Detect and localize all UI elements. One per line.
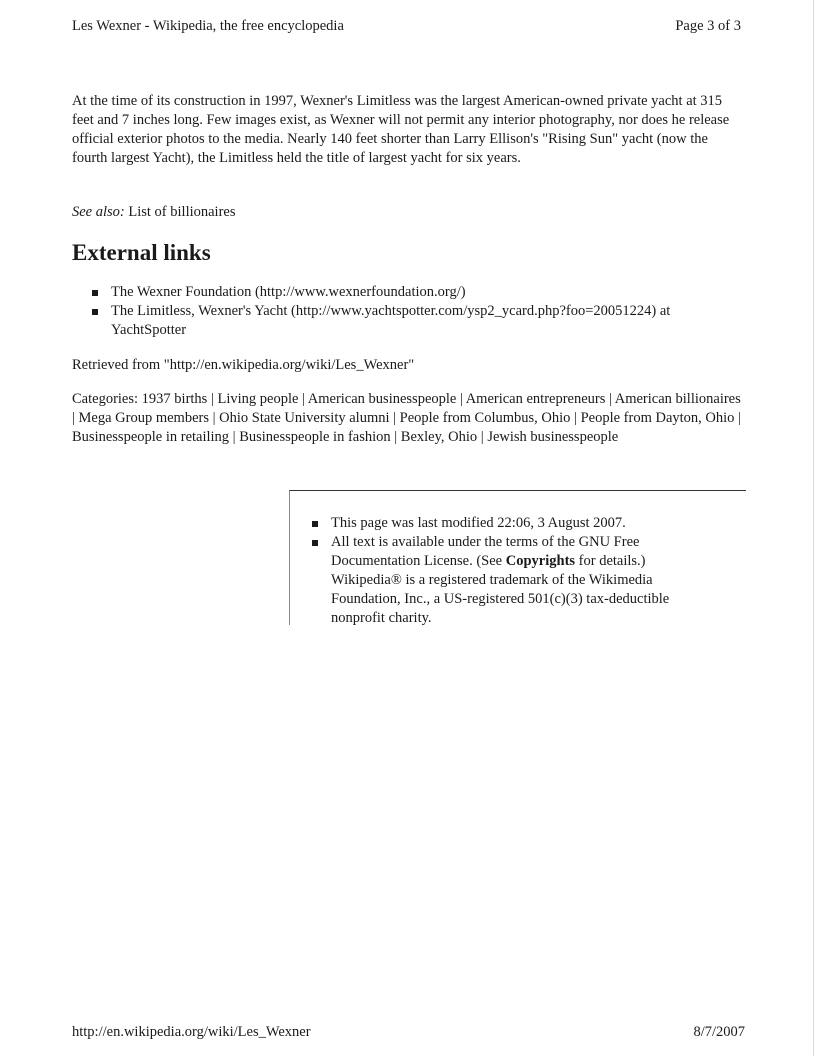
external-links-heading: External links (72, 240, 211, 265)
external-link-item[interactable] (92, 283, 744, 302)
license-text-start: All text is available under the terms of the GNU Free Documentation License. (See (331, 534, 640, 569)
bullet-icon (312, 540, 318, 546)
external-link-text[interactable]: The Wexner Foundation (http://www.wexnerfoundation.org/) (111, 284, 466, 300)
print-footer-date: 8/7/2007 (693, 1024, 745, 1040)
bullet-icon (92, 309, 98, 315)
footer-item-modified (312, 514, 712, 533)
see-also (72, 203, 744, 222)
page-footer-list (312, 514, 712, 628)
bullet-icon (312, 521, 318, 527)
retrieved-from: Retrieved from "http://en.wikipedia.org/wiki/Les_Wexner" (72, 357, 415, 373)
print-footer-url: http://en.wikipedia.org/wiki/Les_Wexner (72, 1024, 311, 1040)
copyrights-link[interactable]: Copyrights (505, 553, 576, 569)
footer-item-license (312, 533, 712, 628)
scan-edge-line (813, 0, 814, 1056)
external-link-item[interactable] (92, 302, 744, 340)
article-paragraph: At the time of its construction in 1997, Wexner's Limitless was the largest American-owned private yacht at 315 feet and 7 inches long. Few images exist, as Wexner will not permit any interior photography, nor does he release official exterior photos to the media. Nearly 140 feet shorter than Larry Ellison's "Rising Sun" yacht (now the fourth largest Yacht), the Limitless held the title of largest yacht for six years. (72, 93, 730, 166)
categories: Categories: 1937 births | Living people | American businesspeople | American entrepreneurs | American billionaires | Mega Group members | Ohio State University alumni | People from Columbus, Ohio | People from Dayton, Ohio | Businesspeople in retailing | Businesspeople in fashion | Bexley, Ohio | Jewish businesspeople (72, 391, 741, 445)
print-header-page-number: Page 3 of 3 (675, 18, 741, 34)
external-links-list (92, 283, 744, 340)
print-header-title: Les Wexner - Wikipedia, the free encyclopedia (72, 18, 344, 34)
see-also-label: See also: (72, 204, 125, 220)
license-text-end: for details.) Wikipedia® is a registered trademark of the Wikimedia Foundation, Inc., a US-registered 501(c)(3) tax-deductible nonprofit charity. (331, 553, 670, 626)
see-also-link[interactable]: List of billionaires (128, 204, 236, 220)
external-link-text[interactable]: The Limitless, Wexner's Yacht (http://www.yachtspotter.com/ysp2_ycard.php?foo=20051224) at YachtSpotter (111, 303, 671, 338)
bullet-icon (92, 290, 98, 296)
last-modified-text: This page was last modified 22:06, 3 August 2007. (331, 515, 626, 531)
